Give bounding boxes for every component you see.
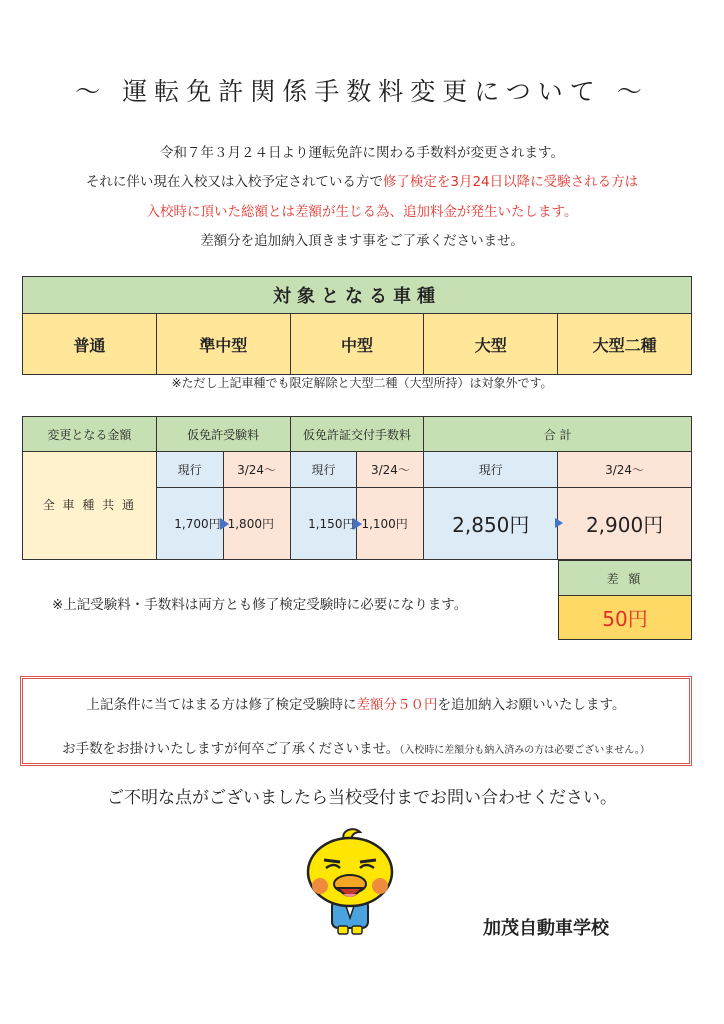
total-current-amount: 2,850円: [452, 513, 530, 537]
fee-row-label: 全 車 種 共 通: [23, 452, 157, 560]
total-current-label: 現行: [424, 452, 558, 488]
intro-line-3: 入校時に頂いた総額とは差額が生じる為、追加料金が発生いたします。: [146, 204, 578, 220]
page-title: ～ 運転免許関係手数料変更について ～: [75, 77, 649, 106]
fee-header-issue: 仮免許証交付手数料: [290, 417, 424, 452]
issue-current-label: 現行: [290, 452, 357, 488]
intro-line-4: 差額分を追加納入頂きます事をご了承くださいませ。: [200, 233, 524, 249]
fee-header-total: 合 計: [424, 417, 692, 452]
contact-text: ご不明な点がございましたら当校受付までお問い合わせください。: [107, 788, 617, 808]
difference-value: 50円: [559, 596, 692, 640]
fee-header-label: 変更となる金額: [23, 417, 157, 452]
total-new-value: 2,900円: [558, 488, 692, 560]
notice-line-2: [23, 737, 689, 757]
notice-line-1-red: 差額分５０円: [356, 697, 438, 713]
difference-table: [558, 560, 692, 640]
notice-line-2-small: （入校時に差額分も納入済みの方は必要ございません。）: [399, 745, 650, 756]
difference-label: 差 額: [559, 561, 692, 596]
notice-line-1-pre: 上記条件に当てはまる方は修了検定受験時に: [86, 697, 357, 713]
school-name: 加茂自動車学校: [483, 918, 609, 939]
exam-new-label: 3/24～: [223, 452, 290, 488]
arrow-right-icon: [353, 518, 362, 530]
fee-header-exam: 仮免許受験料: [156, 417, 290, 452]
issue-current-value: [290, 488, 357, 560]
intro-line-2: [0, 170, 724, 190]
vehicle-category: 普通: [23, 314, 157, 375]
issue-new-value: 1,100円: [357, 488, 424, 560]
fee-note: ※上記受験料・手数料は両方とも修了検定受験時に必要になります。: [52, 597, 468, 613]
intro-line-2-red: 修了検定を3月24日以降に受験される方は: [382, 174, 639, 190]
exam-current-label: 現行: [156, 452, 223, 488]
issue-new-label: 3/24～: [357, 452, 424, 488]
notice-line-1: [23, 693, 689, 713]
vehicle-category: 大型: [424, 314, 558, 375]
intro-line-1: 令和７年３月２４日より運転免許に関わる手数料が変更されます。: [160, 145, 564, 161]
duck-mascot-icon: [300, 826, 400, 938]
exam-current-value: [156, 488, 223, 560]
total-new-label: 3/24～: [558, 452, 692, 488]
vehicle-table: [22, 276, 692, 375]
issue-current-amount: 1,150円: [308, 517, 355, 531]
exam-current-amount: 1,700円: [174, 517, 221, 531]
total-current-value: [424, 488, 558, 560]
notice-line-2-main: お手数をお掛けいたしますが何卒ご了承くださいませ。: [62, 741, 400, 757]
vehicle-category: 中型: [290, 314, 424, 375]
vehicle-note: ※ただし上記車種でも限定解除と大型二種（大型所持）は対象外です。: [171, 376, 553, 390]
fee-table: [22, 416, 692, 560]
vehicle-table-header: 対象となる車種: [23, 277, 692, 314]
exam-new-value: 1,800円: [223, 488, 290, 560]
vehicle-category: 大型二種: [558, 314, 692, 375]
arrow-right-icon: [220, 518, 229, 530]
notice-box: [20, 676, 692, 766]
arrow-right-icon: [555, 518, 563, 528]
intro-line-2-black: それに伴い現在入校又は入校予定されている方で: [85, 174, 383, 190]
notice-line-1-post: を追加納入お願いいたします。: [437, 697, 626, 713]
vehicle-category: 準中型: [156, 314, 290, 375]
